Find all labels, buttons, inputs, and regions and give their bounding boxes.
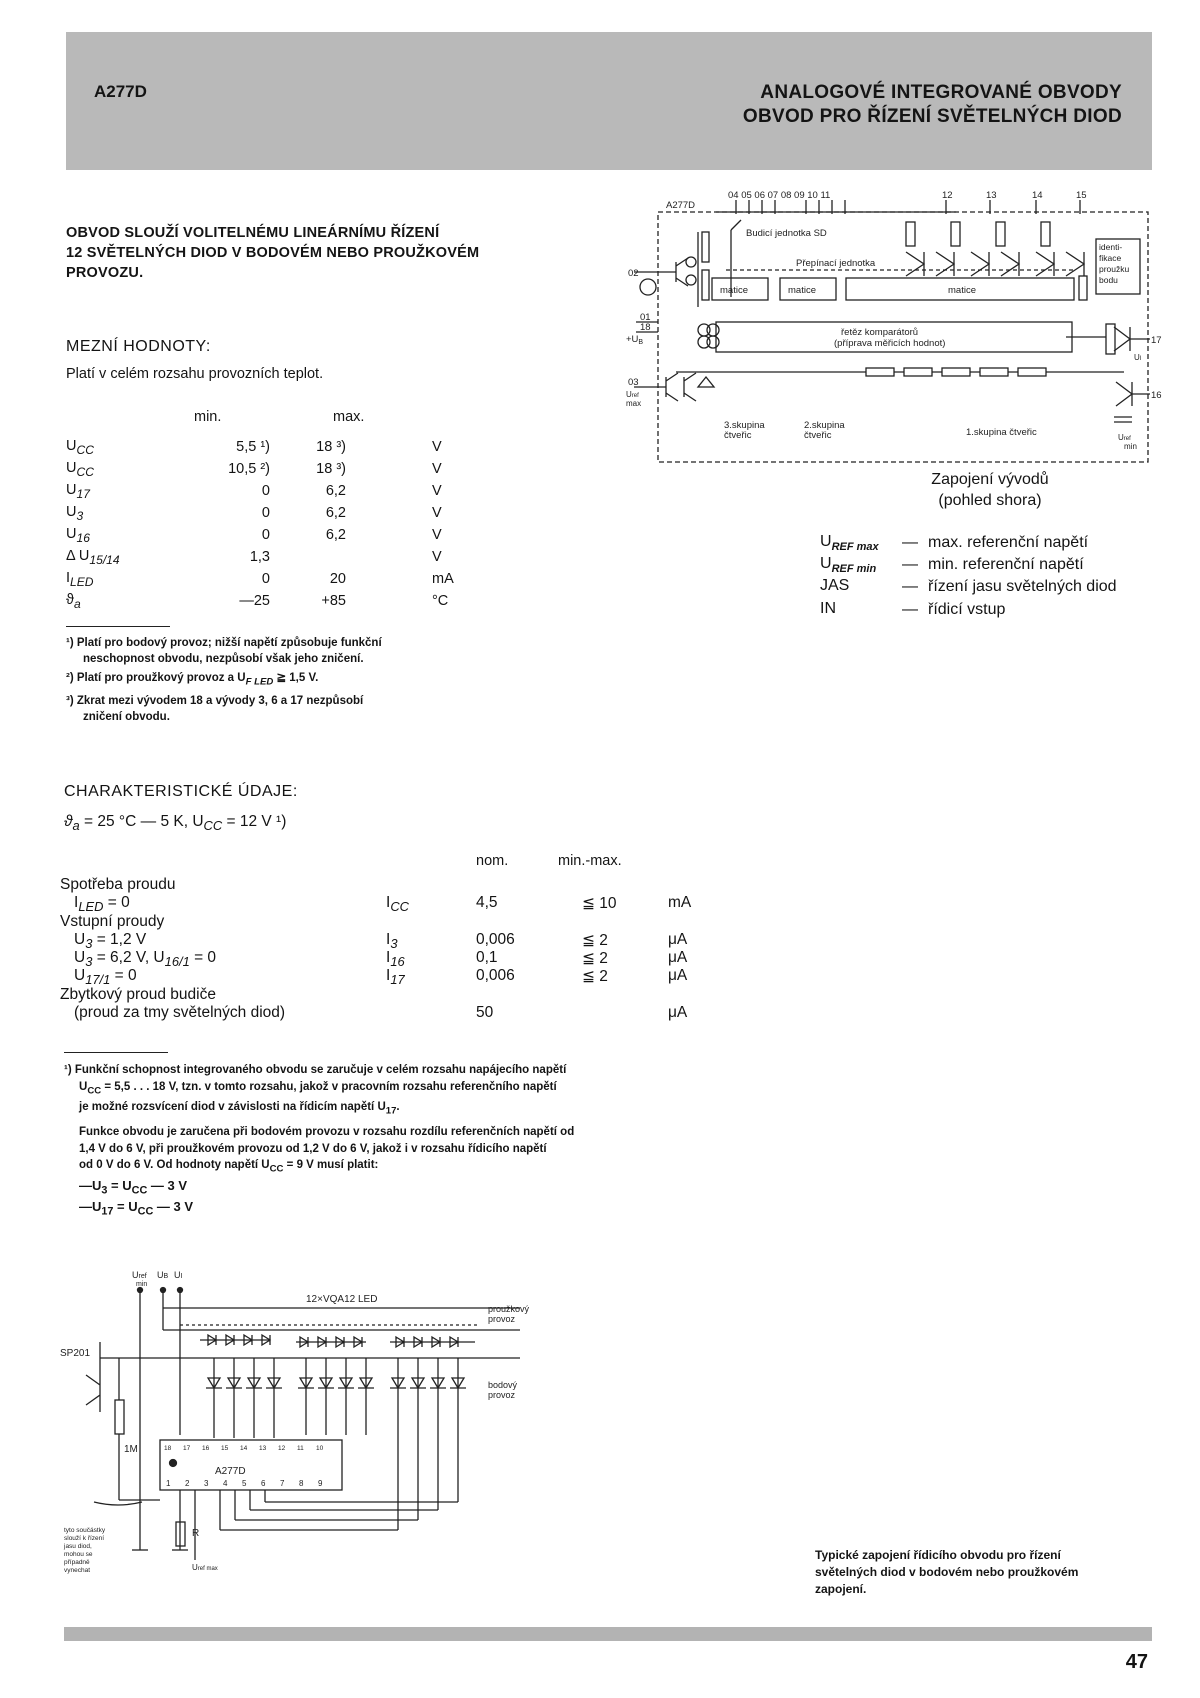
bd-ident4: bodu [1099, 275, 1118, 285]
limits-notes-divider [66, 626, 170, 627]
char-row [60, 1004, 700, 1022]
ac-pin-top: 15 [221, 1445, 229, 1452]
bd-pin18: 18 [640, 322, 651, 333]
legend-dash: — [902, 556, 918, 574]
limits-row [66, 480, 454, 502]
char-nom: 0,006 [476, 931, 515, 948]
application-circuit [60, 1260, 580, 1590]
bd-pin17: 17 [1151, 335, 1162, 346]
limits-note-1: ¹) Platí pro bodový provoz; nižší napětí způsobuje funkční [66, 637, 382, 649]
app-caption-line3: zapojení. [815, 1582, 867, 1596]
bd-pin02: 02 [628, 268, 639, 279]
limits-max: +85 [321, 593, 346, 609]
limits-notes [66, 635, 496, 725]
legend-dash: — [902, 600, 918, 618]
char-symbol: $I_{CC}$ [386, 894, 409, 915]
bd-uref-min: Uref [1118, 433, 1131, 442]
bd-pin01: 01 [640, 312, 651, 323]
limits-min: 0 [261, 527, 270, 543]
bd-ident3: proužku [1099, 264, 1130, 274]
char-note-p1-l1: ¹) Funkční schopnost integrovaného obvodu se zaručuje v celém rozsahu napájecího napětí [64, 1064, 567, 1076]
ac-pin-top: 14 [240, 1445, 248, 1452]
char-note-p1-l2: $U_{CC} = 5,5$ . . . 18 V, tzn. v tomto rozsahu, jakož v pracovním rozsahu referenčního napětí [79, 1080, 557, 1096]
header-title-line1: ANALOGOVÉ INTEGROVANÉ OBVODY [760, 82, 1122, 103]
bd-pin12: 12 [942, 190, 953, 201]
ac-note1: tyto součástky [64, 1527, 106, 1534]
limits-unit: V [432, 439, 442, 455]
char-unit: mA [668, 894, 692, 911]
bd-matice3: matice [948, 285, 976, 296]
bd-prepinaci: Přepínací jednotka [796, 258, 876, 269]
device-code: A277D [94, 82, 147, 101]
limits-row [66, 524, 454, 546]
limits-subheading: Platí v celém rozsahu provozních teplot. [66, 366, 324, 382]
limits-note-1-cont: neschopnost obvodu, nezpůsobí však jeho zničení. [83, 653, 364, 665]
limits-symbol: $U_{CC}$ [66, 459, 94, 479]
limits-note-3-cont: zničení obvodu. [83, 711, 170, 724]
ac-pin-bottom: 3 [204, 1479, 209, 1488]
legend-symbol: $U_{REF max}$ [820, 533, 879, 554]
ac-sp201: SP201 [60, 1348, 91, 1359]
ac-ub: UB [157, 1270, 169, 1280]
bd-pin15: 15 [1076, 190, 1087, 201]
characteristics-conditions: $ϑ_a = 25$ °C — 5 K, $U_{CC} = 12$ V ¹) [64, 813, 287, 834]
app-caption-line2: světelných diod v bodovém nebo proužkovém [815, 1565, 1079, 1579]
bd-ub: $+U_B$ [626, 334, 644, 346]
bd-ident1: identi- [1099, 242, 1123, 252]
char-group-title: Vstupní proudy [60, 913, 165, 930]
char-notes-divider [64, 1052, 168, 1053]
limits-min: 0 [261, 571, 270, 587]
block-diagram-caption [900, 469, 1080, 511]
limits-symbol: $ϑ_a$ [66, 591, 81, 611]
bd-pin13: 13 [986, 190, 997, 201]
ac-pin-top: 18 [164, 1445, 172, 1452]
legend-symbol: JAS [820, 577, 850, 595]
limits-max: 6,2 [325, 527, 346, 543]
ac-pin-bottom: 8 [299, 1479, 304, 1488]
char-note-eq2: $—U_{17} = U_{CC}$ — 3 V [79, 1198, 194, 1218]
pin-legend [820, 532, 1117, 621]
bd-chip-label: A277D [666, 200, 696, 211]
limits-max: 20 [329, 571, 346, 587]
ac-prouzkovy2: provoz [488, 1314, 516, 1324]
ac-pin-bottom: 7 [280, 1479, 285, 1488]
page-number: 47 [1125, 1651, 1148, 1673]
characteristics-notes [64, 1062, 714, 1220]
legend-row [820, 532, 1117, 554]
char-row [60, 894, 700, 915]
legend-row [820, 599, 1117, 621]
legend-dash: — [902, 534, 918, 552]
limits-min: —25 [239, 593, 270, 609]
char-label: $U_3 = 1,2$ V [74, 931, 147, 952]
bd-pin14: 14 [1032, 190, 1043, 201]
ac-note5: případně [64, 1559, 90, 1566]
limits-symbol: $U_{16}$ [66, 525, 90, 545]
ac-note2: slouží k řízení [64, 1535, 105, 1542]
char-group-title: Zbytkový proud budiče [60, 986, 216, 1003]
limits-heading: MEZNÍ HODNOTY: [66, 338, 211, 355]
char-label: (proud za tmy světelných diod) [74, 1004, 286, 1021]
bd-budici: Budicí jednotka SD [746, 228, 827, 239]
bd-skupina3a: 3.skupina [724, 420, 765, 431]
limits-row [66, 458, 454, 480]
bd-skupina1: 1.skupina čtveřic [966, 427, 1037, 438]
legend-symbol: IN [820, 599, 836, 617]
limits-min: 0 [261, 505, 270, 521]
char-row [60, 967, 700, 988]
legend-desc: min. referenční napětí [928, 556, 1084, 574]
ac-r: R [192, 1528, 200, 1539]
ac-uref-max: Uref max [192, 1563, 218, 1572]
bd-ui: UI [1134, 353, 1142, 362]
bd-matice2: matice [788, 285, 816, 296]
char-unit: μA [668, 967, 688, 984]
page-header [66, 32, 1152, 170]
footer-bar [64, 1627, 1152, 1641]
bd-uref-max: Uref [626, 390, 639, 399]
char-note-p2-l2: 1,4 V do 6 V, při proužkovém provozu od 1,2 V do 6 V, jakož i v rozsahu řídicího napětí [79, 1142, 547, 1155]
ac-pin-top: 10 [316, 1445, 324, 1452]
limits-col-max: max. [333, 409, 365, 425]
char-symbol: $I_3$ [386, 931, 398, 952]
limits-unit: V [432, 461, 442, 477]
char-label: $U_{17/1} = 0$ [74, 967, 137, 988]
char-symbol: $I_{17}$ [386, 967, 405, 988]
bd-skupina2a: 2.skupina [804, 420, 845, 431]
char-row [60, 931, 700, 952]
char-note-eq1: $—U_3 = U_{CC}$ — 3 V [79, 1177, 188, 1197]
limits-max: 6,2 [325, 505, 346, 521]
bd-retez2: (příprava měřicích hodnot) [834, 338, 946, 349]
bd-pins-top: 04 05 06 07 08 09 10 11 [728, 190, 831, 201]
legend-dash: — [902, 578, 918, 596]
ac-note6: vynechat [64, 1567, 91, 1574]
limits-max: 18 ³) [316, 439, 346, 455]
intro-text [66, 223, 586, 283]
legend-symbol: $U_{REF min}$ [820, 555, 877, 576]
limits-unit: V [432, 527, 442, 543]
limits-symbol: $U_{17}$ [66, 481, 90, 501]
limits-row [66, 568, 454, 590]
char-col-minmax: min.-max. [558, 853, 622, 869]
limits-row [66, 590, 454, 612]
ac-pin-top: 12 [278, 1445, 286, 1452]
ac-ui: UI [174, 1270, 183, 1280]
intro-line1: OBVOD SLOUŽÍ VOLITELNÉMU LINEÁRNÍMU ŘÍZENÍ [66, 225, 440, 241]
char-group-title: Spotřeba proudu [60, 876, 176, 893]
limits-table [66, 436, 454, 612]
char-label: $U_3 = 6,2$ V, $U_{16/1} = 0$ [74, 949, 217, 970]
app-caption-line1: Typické zapojení řídicího obvodu pro řízení [815, 1548, 1061, 1562]
limits-note-2: ²) Platí pro proužkový provoz a $U_{F LED}$ ≧ 1,5 V. [66, 672, 319, 688]
bd-pin03: 03 [628, 377, 639, 388]
bd-uref-min-tail: min [1124, 442, 1137, 451]
limits-min: 10,5 ²) [228, 461, 270, 477]
intro-line2: 12 SVĚTELNÝCH DIOD V BODOVÉM NEBO PROUŽKOVÉM [66, 245, 480, 261]
characteristics-heading: CHARAKTERISTICKÉ ÚDAJE: [64, 783, 298, 800]
legend-row [820, 576, 1117, 598]
bd-uref-max-tail: max [626, 399, 642, 408]
limits-note-3: ³) Zkrat mezi vývodem 18 a vývody 3, 6 a 17 nezpůsobí [66, 695, 364, 708]
char-unit: μA [668, 949, 688, 966]
limits-row [66, 436, 454, 458]
char-unit: μA [668, 931, 688, 948]
bd-skupina2b: čtveřic [804, 430, 832, 441]
ac-pin-top: 13 [259, 1445, 267, 1452]
ac-pin-bottom: 2 [185, 1479, 190, 1488]
bd-ident2: fikace [1099, 253, 1122, 263]
legend-desc: řídicí vstup [928, 600, 1006, 618]
char-symbol: $I_{16}$ [386, 949, 405, 970]
ac-pin-bottom: 5 [242, 1479, 247, 1488]
bd-retez1: řetěz komparátorů [841, 327, 919, 338]
ac-pin-bottom: 1 [166, 1479, 171, 1488]
ac-pin-bottom: 6 [261, 1479, 266, 1488]
limits-max: 18 ³) [316, 461, 346, 477]
ac-r1m: 1M [124, 1444, 138, 1455]
header-title-line2: OBVOD PRO ŘÍZENÍ SVĚTELNÝCH DIOD [742, 106, 1122, 127]
ac-pin-top: 17 [183, 1445, 191, 1452]
char-limit: ≦ 10 [582, 895, 617, 912]
ac-pin-bottom: 9 [318, 1479, 323, 1488]
legend-desc: max. referenční napětí [928, 534, 1089, 552]
bd-caption-line1: Zapojení vývodů [931, 471, 1049, 488]
ac-chip: A277D [215, 1466, 246, 1477]
ac-bodovy2: provoz [488, 1390, 516, 1400]
limits-unit: V [432, 549, 442, 565]
limits-max [276, 546, 368, 568]
ac-prouzkovy1: proužkový [488, 1304, 530, 1314]
char-note-p1-l3: je možné rozsvícení diod v závislosti na řídicím napětí $U_{17}$. [79, 1101, 400, 1117]
char-nom: 4,5 [476, 894, 498, 911]
limits-symbol: $U_3$ [66, 503, 84, 523]
ac-uref-min: Uref [132, 1270, 147, 1280]
bd-caption-line2: (pohled shora) [938, 492, 1042, 509]
char-limit: ≦ 2 [582, 950, 608, 967]
legend-desc: řízení jasu světelných diod [928, 578, 1117, 596]
char-note-p2-l1: Funkce obvodu je zaručena při bodovém provozu v rozsahu rozdílu referenčních napětí od [79, 1126, 575, 1139]
characteristics-table [60, 875, 700, 1022]
bd-matice1: matice [720, 285, 748, 296]
ac-uref-min-tail: min [136, 1281, 148, 1288]
char-label: $I_{LED} = 0$ [74, 894, 130, 915]
intro-line3: PROVOZU. [66, 265, 144, 281]
char-col-nom: nom. [476, 853, 509, 869]
ac-pin-top: 11 [297, 1445, 304, 1452]
ac-pin-top: 16 [202, 1445, 210, 1452]
limits-min: 5,5 ¹) [236, 439, 270, 455]
ac-led-label: 12×VQA12 LED [306, 1294, 378, 1305]
ac-bodovy1: bodový [488, 1380, 518, 1390]
limits-unit: V [432, 483, 442, 499]
limits-symbol: $U_{CC}$ [66, 437, 94, 457]
char-row [60, 949, 700, 970]
limits-col-min: min. [194, 409, 222, 425]
char-note-p2-l3: od 0 V do 6 V. Od hodnoty napětí $U_{CC} = 9$ V musí platit: [79, 1159, 379, 1175]
legend-row [820, 554, 1117, 576]
limits-row [66, 502, 454, 524]
char-limit: ≦ 2 [582, 932, 608, 949]
char-nom: 0,006 [476, 967, 515, 984]
ac-pin-bottom: 4 [223, 1479, 228, 1488]
limits-row [66, 546, 454, 568]
char-nom: 50 [476, 1004, 494, 1021]
app-caption [815, 1547, 1145, 1598]
limits-symbol: $I_{LED}$ [66, 569, 94, 589]
bd-skupina3b: čtveřic [724, 430, 752, 441]
limits-min: 1,3 [249, 549, 270, 565]
block-diagram [626, 190, 1166, 472]
bd-pin16: 16 [1151, 390, 1162, 401]
limits-unit: V [432, 505, 442, 521]
char-nom: 0,1 [476, 949, 498, 966]
ac-note3: jasu diod, [64, 1543, 92, 1550]
char-limit: ≦ 2 [582, 968, 608, 985]
limits-symbol: Δ $U_{15/14}$ [66, 547, 120, 567]
limits-unit: °C [432, 593, 449, 609]
ac-note4: mohou se [64, 1551, 93, 1558]
char-unit: μA [668, 1004, 688, 1021]
limits-max: 6,2 [325, 483, 346, 499]
limits-unit: mA [432, 571, 454, 587]
limits-min: 0 [261, 483, 270, 499]
